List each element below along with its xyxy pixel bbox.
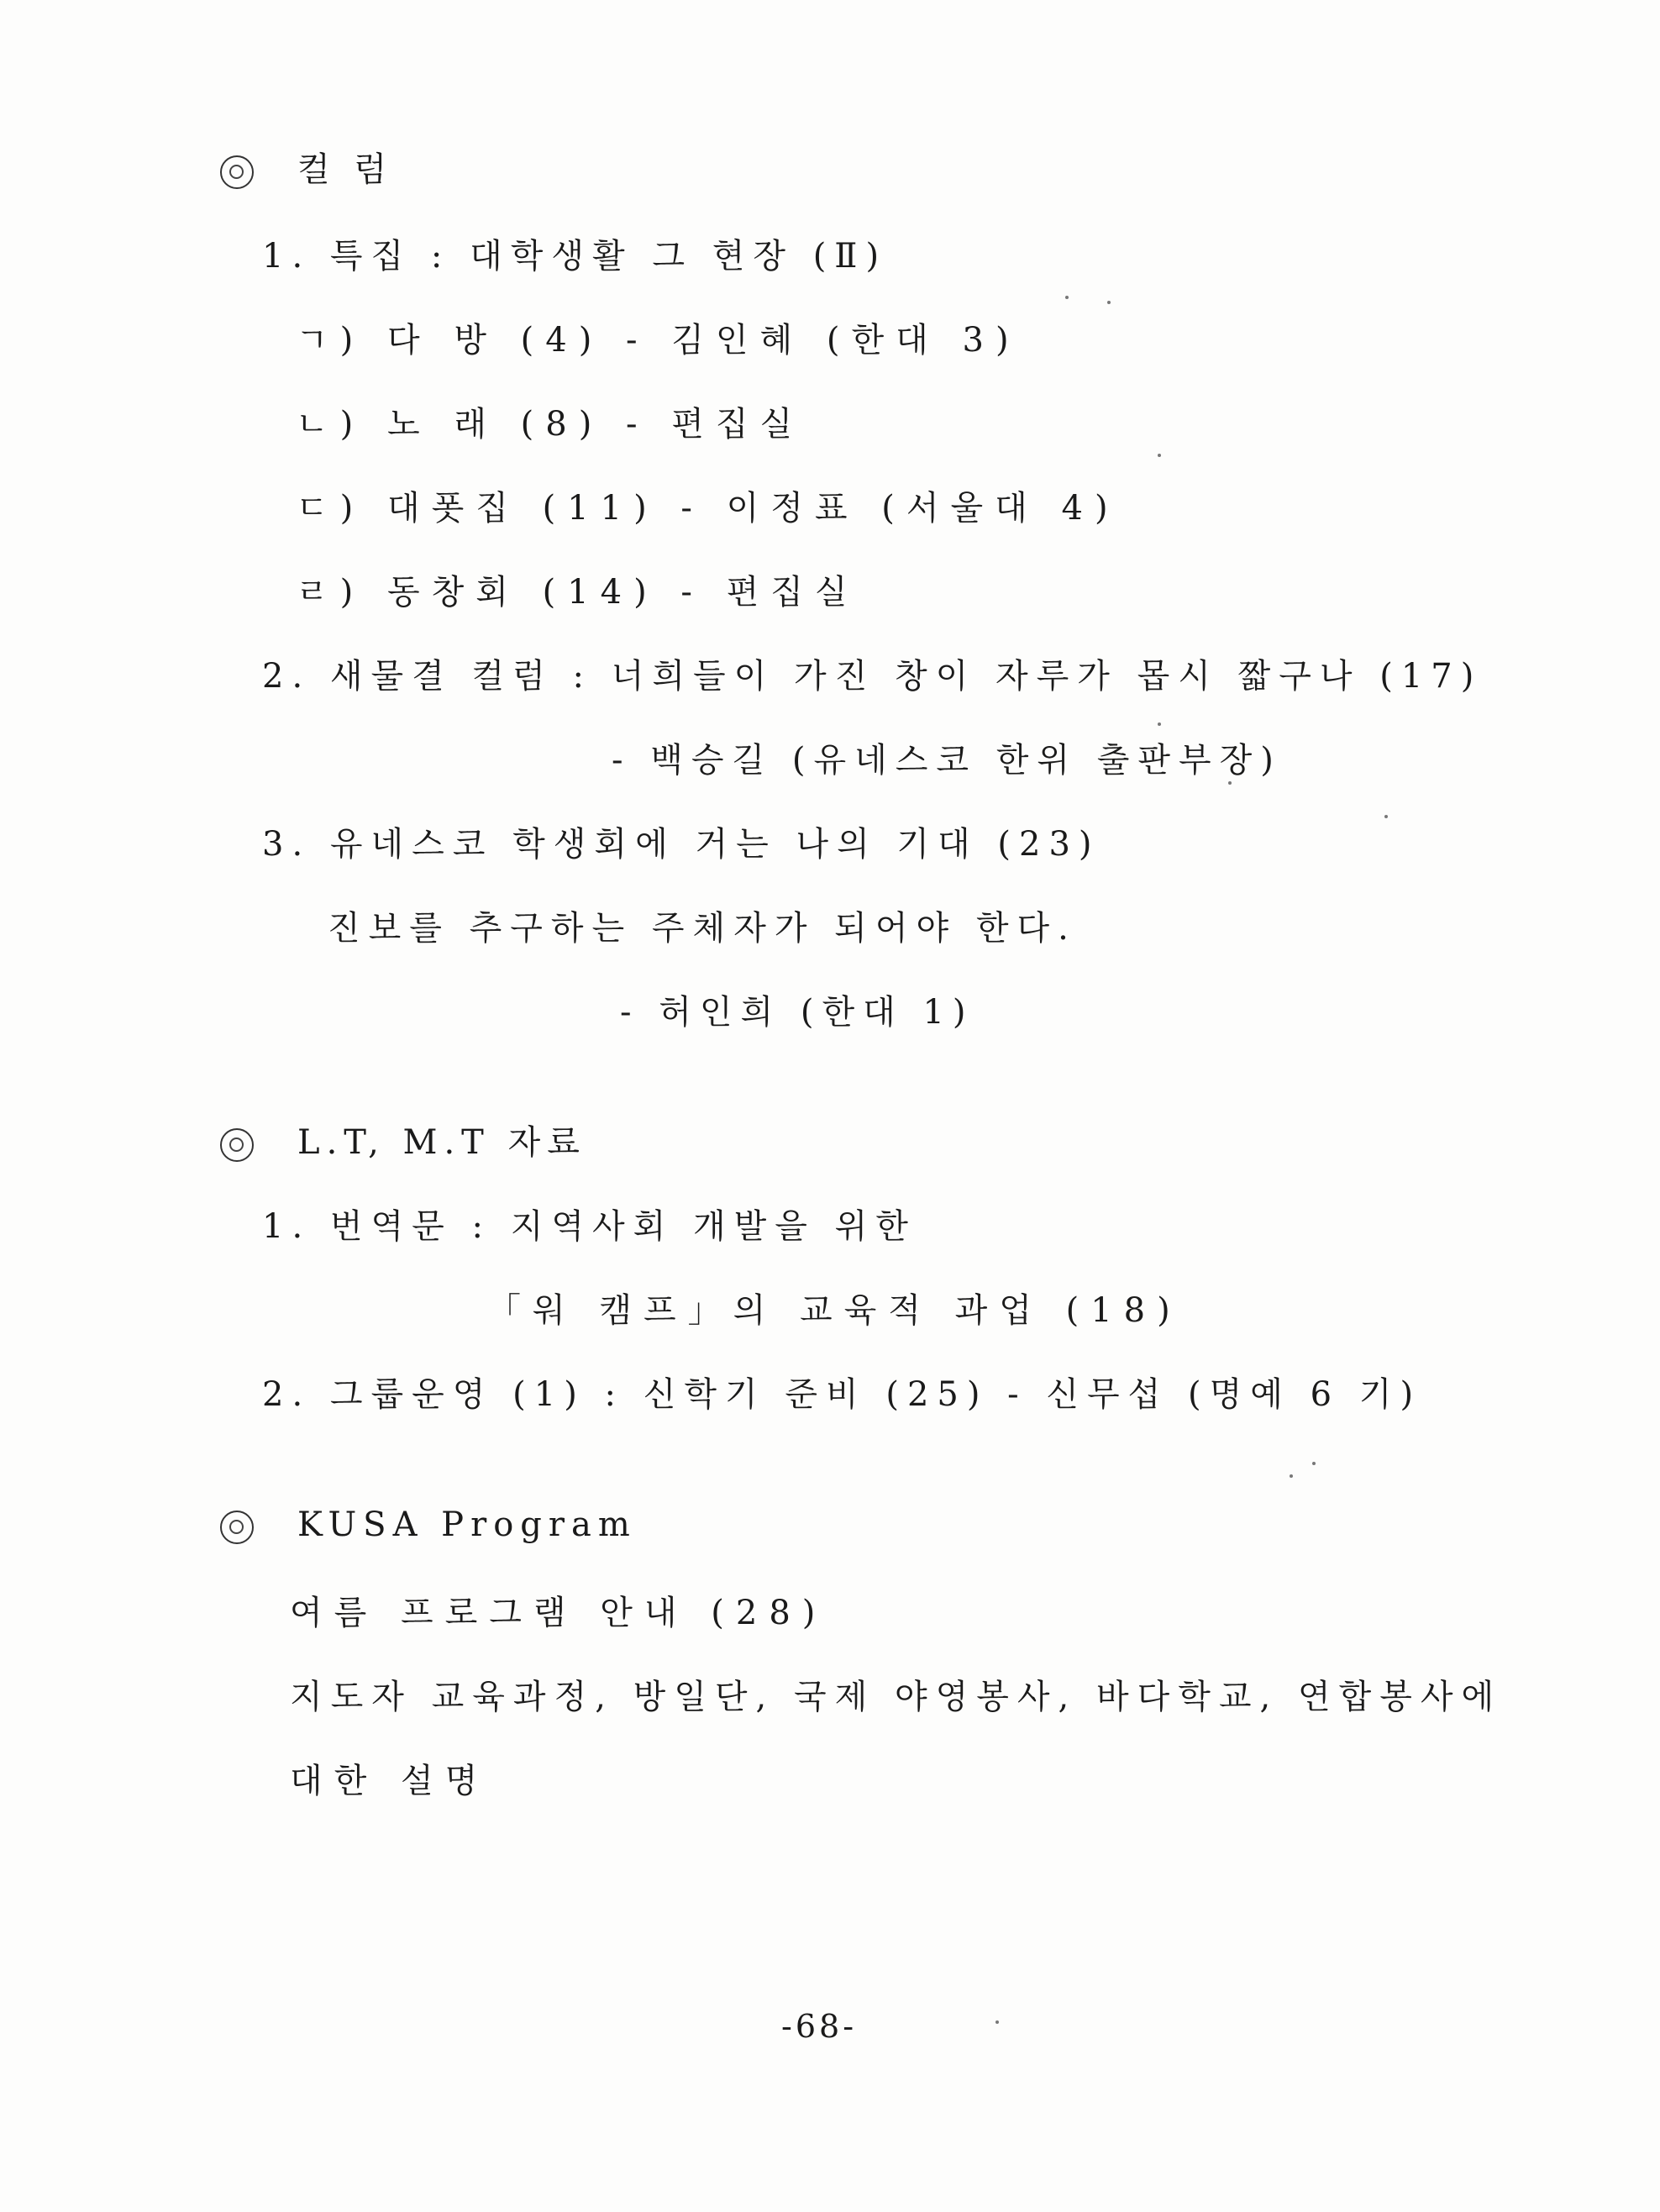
list-item: 2. 새물결 컬럼 : 너희들이 가진 창이 자루가 몹시 짧구나 (17) — [262, 657, 1483, 696]
list-item: 대한 설명 — [290, 1762, 490, 1800]
scan-speck — [995, 2020, 999, 2024]
list-item: ㄹ) 동창회 (14) - 편집실 — [296, 573, 859, 612]
list-item: 1. 번역문 : 지역사회 개발을 위한 — [262, 1207, 917, 1246]
scan-speck — [1312, 1462, 1316, 1465]
scan-speck — [1384, 815, 1388, 818]
scan-speck — [1228, 781, 1232, 785]
list-item: ㄴ) 노 래 (8) - 편집실 — [296, 405, 805, 444]
list-item: 여름 프로그램 안내 (28) — [290, 1594, 827, 1632]
section-heading-ltmt: L.T, M.T 자료 — [220, 1126, 586, 1162]
scan-speck — [1158, 454, 1161, 457]
circled-number-icon — [220, 1511, 254, 1544]
section-heading-program: KUSA Program — [220, 1508, 637, 1544]
list-item: 「워 캠프」의 교육적 과업 (18) — [487, 1291, 1182, 1330]
list-item: ㄱ) 다 방 (4) - 김인혜 (한대 3) — [296, 321, 1021, 360]
list-item: 1. 특집 : 대학생활 그 현장 (Ⅱ) — [262, 237, 888, 276]
scan-speck — [1065, 296, 1069, 299]
list-item: 진보를 추구하는 주체자가 되어야 한다. — [328, 909, 1077, 948]
page-number: -68- — [781, 2008, 858, 2045]
list-item: 지도자 교육과정, 방일단, 국제 야영봉사, 바다학교, 연합봉사에 — [290, 1678, 1503, 1716]
scan-speck — [1107, 301, 1111, 304]
circled-number-icon — [220, 1128, 254, 1162]
list-item: - 백승길 (유네스코 한위 출판부장) — [612, 741, 1282, 780]
section-heading-column: 컬 럼 — [220, 153, 393, 189]
circled-number-icon — [220, 155, 254, 189]
list-item: 3. 유네스코 학생회에 거는 나의 기대 (23) — [262, 825, 1101, 864]
scan-speck — [1290, 1474, 1293, 1478]
list-item: ㄷ) 대폿집 (11) - 이정표 (서울대 4) — [296, 489, 1120, 528]
list-item: 2. 그룹운영 (1) : 신학기 준비 (25) - 신무섭 (명예 6 기) — [262, 1375, 1422, 1414]
scan-speck — [1158, 722, 1161, 726]
list-item: - 허인희 (한대 1) — [620, 993, 974, 1032]
